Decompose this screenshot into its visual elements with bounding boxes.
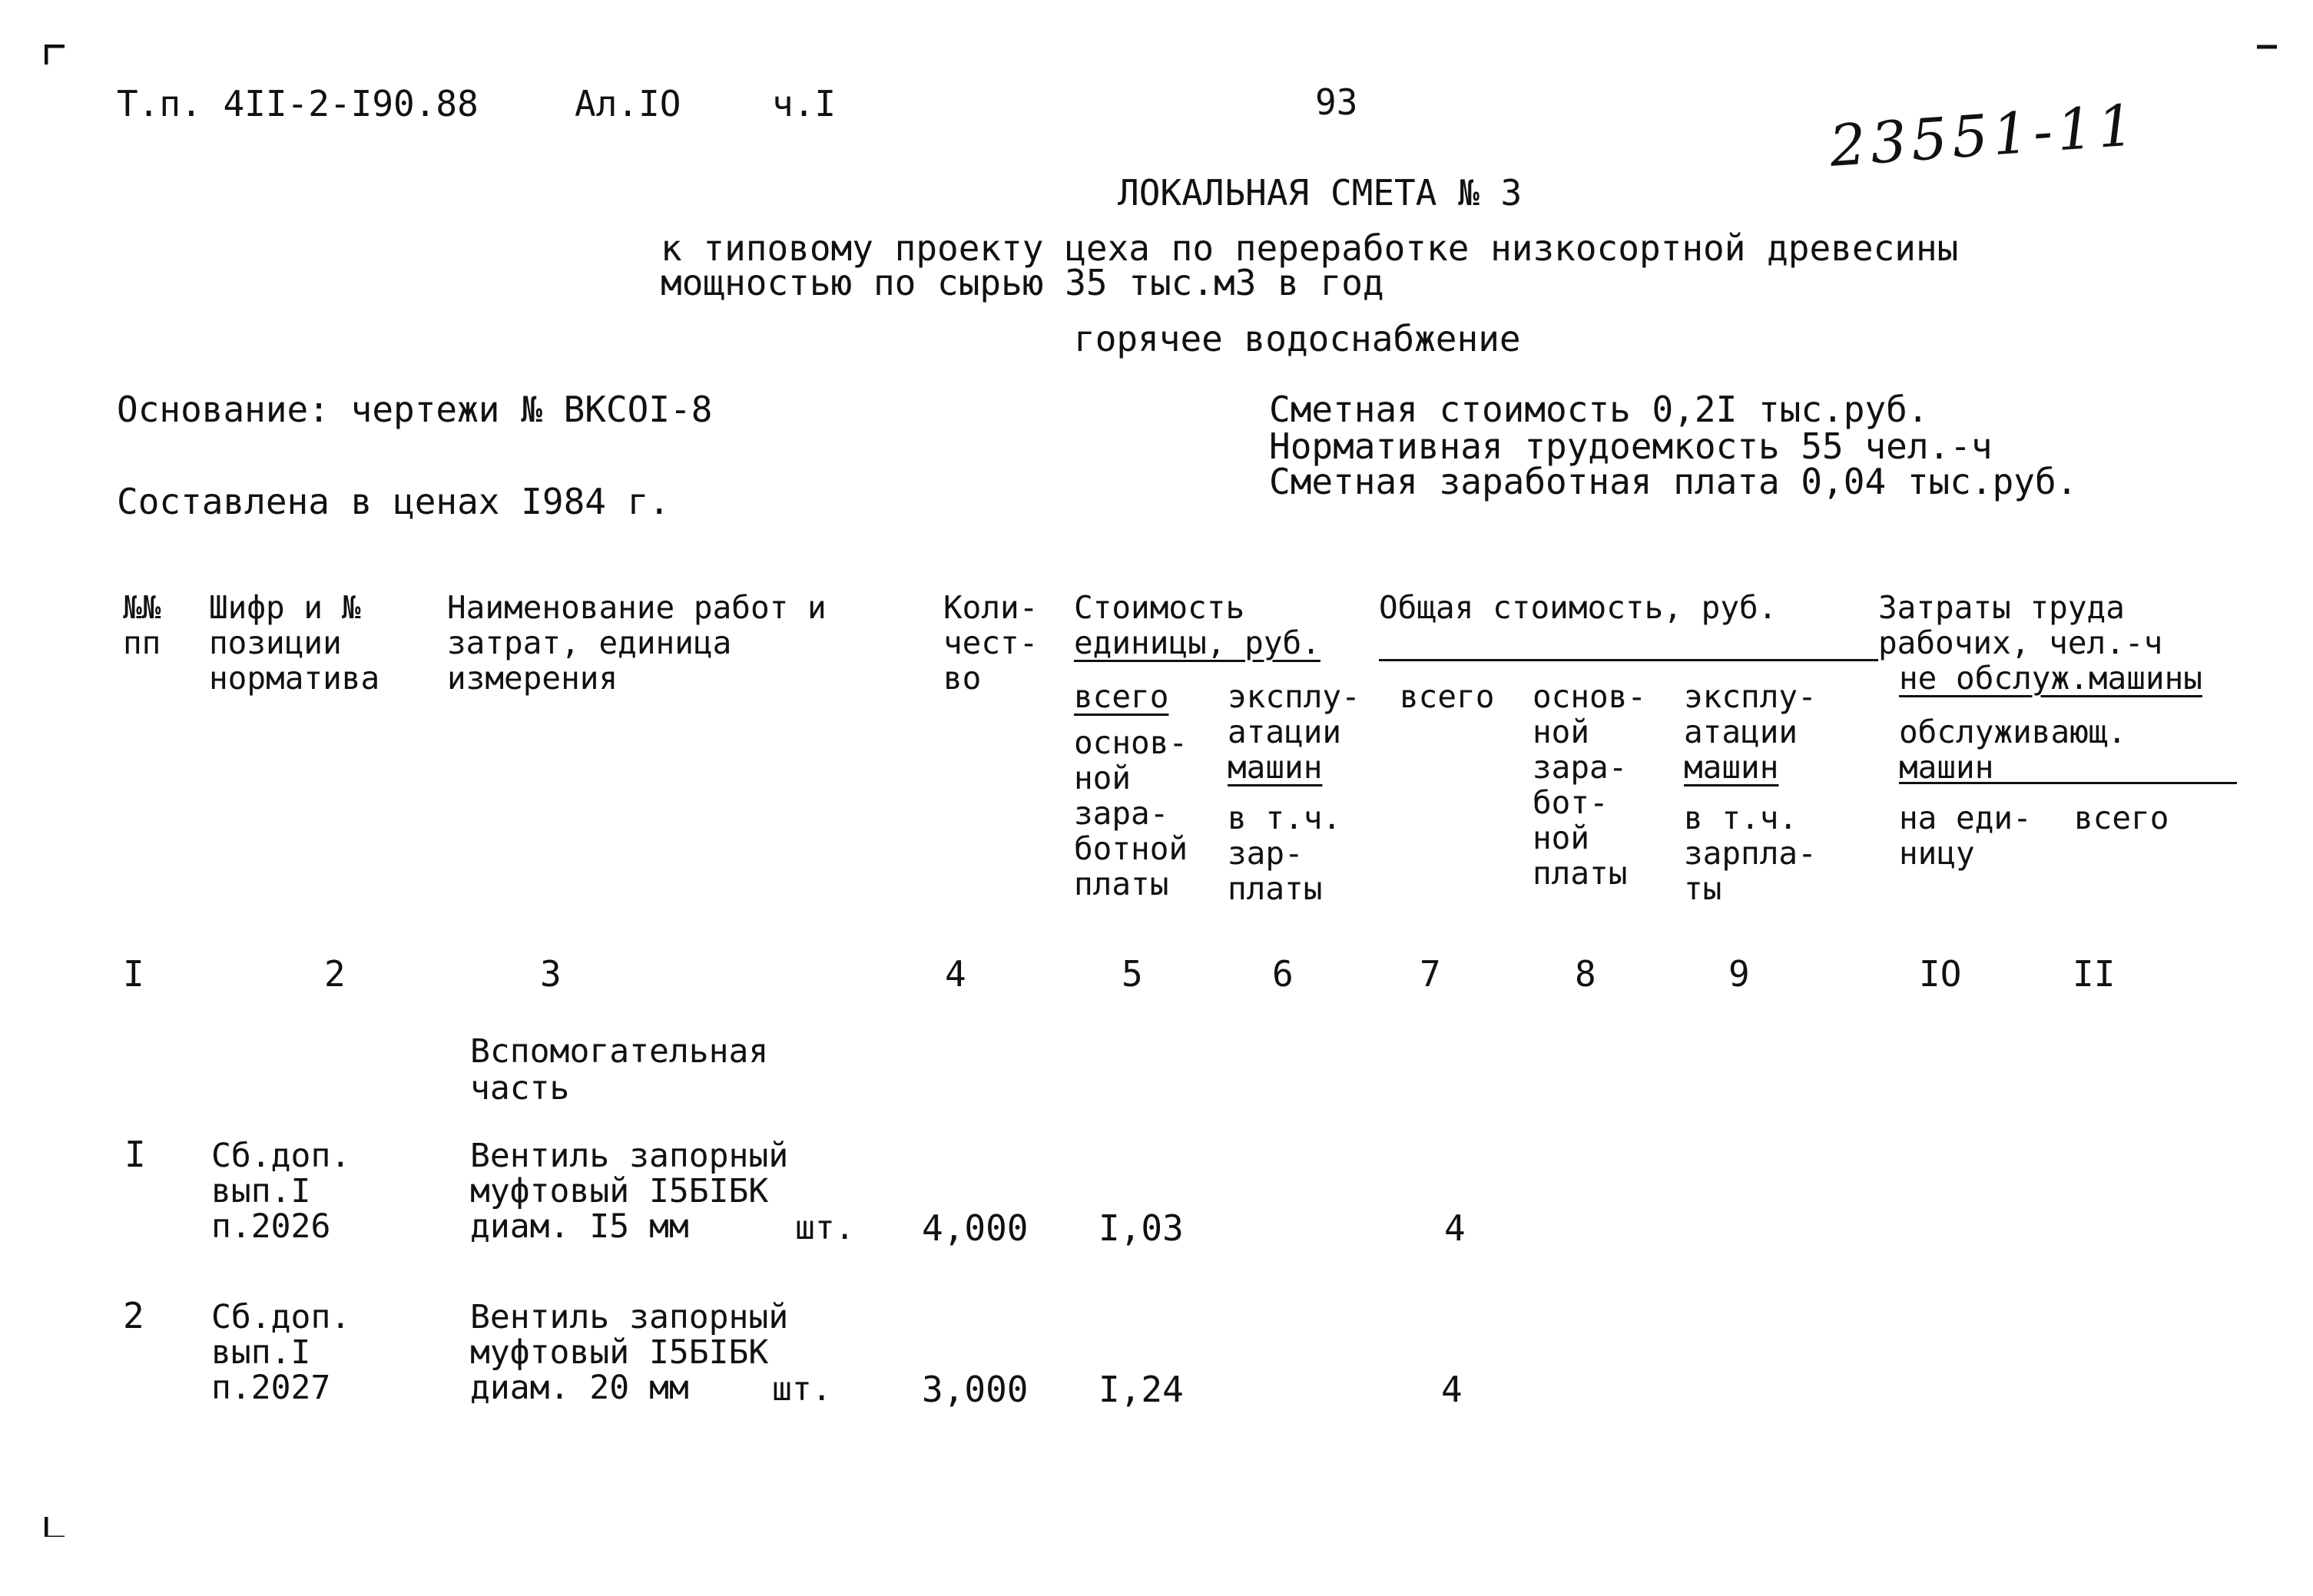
header-unit-total: всего	[1074, 678, 1169, 715]
header-labor-machine-2: машин	[1899, 749, 1994, 786]
total-cost-underline	[1379, 659, 1878, 661]
row-2-unit: шт.	[772, 1370, 832, 1409]
estimated-wage: Сметная заработная плата 0,04 тыс.руб.	[1269, 461, 2078, 502]
document-title: ЛОКАЛЬНАЯ СМЕТА № 3	[1118, 172, 1523, 214]
labor-intensity: Нормативная трудоемкость 55 чел.-ч	[1269, 425, 1993, 467]
column-number-8: 8	[1575, 953, 1596, 995]
row-2-quantity: 3,000	[922, 1369, 1029, 1410]
header-total-cost: Общая стоимость, руб.	[1379, 589, 1778, 626]
column-number-5: 5	[1122, 953, 1143, 995]
header-labor-per-unit: на еди- ницу	[1899, 800, 2032, 872]
row-1-quantity: 4,000	[922, 1207, 1029, 1249]
estimated-cost: Сметная стоимость 0,2I тыс.руб.	[1269, 389, 1929, 430]
header-unit-machine-u: машин	[1228, 749, 1323, 786]
column-number-11: II	[2073, 953, 2116, 995]
column-number-10: IO	[1919, 953, 1962, 995]
labor-underline	[1899, 782, 2237, 784]
header-unit-machine: эксплу- атации	[1228, 678, 1360, 750]
header-row-number: №№ пп	[123, 589, 161, 661]
handwritten-number: 23551-11	[1828, 92, 2141, 180]
row-2-name: Вентиль запорный муфтовый I5БIБК диам. 20 мм	[470, 1298, 789, 1407]
header-total-machine-wage: в т.ч. зарпла- ты	[1684, 800, 1817, 907]
section-label: Вспомогательная часть	[470, 1032, 769, 1108]
row-1-name: Вентиль запорный муфтовый I5БIБК диам. I5 мм	[470, 1137, 789, 1246]
header-unit-machine-wage: в т.ч. зар- платы	[1228, 800, 1342, 907]
header-labor: Затраты труда рабочих, чел.-ч	[1878, 589, 2163, 661]
header-unit-cost: Стоимость	[1074, 589, 1245, 626]
column-number-7: 7	[1420, 953, 1441, 995]
basis-text: Основание: чертежи № ВКСОI-8	[117, 389, 713, 430]
document-reference: Т.п. 4II-2-I90.88	[117, 83, 479, 124]
part-number: ч.I	[772, 83, 837, 124]
row-1-unit: шт.	[795, 1209, 855, 1247]
corner-mark-top-right	[2257, 45, 2277, 65]
row-2-unit-price: I,24	[1099, 1369, 1184, 1410]
row-2-code: Сб.доп. вып.I п.2027	[211, 1298, 351, 1407]
subtitle-line-1: к типовому проекту цеха по переработке низкосортной древесины	[661, 227, 1959, 269]
row-2-number: 2	[123, 1295, 144, 1336]
header-unit-cost-sub: единицы, руб.	[1074, 624, 1321, 661]
column-number-9: 9	[1728, 953, 1750, 995]
column-number-4: 4	[945, 953, 966, 995]
header-labor-machine: обслуживающ.	[1899, 714, 2127, 750]
album-number: Ал.IO	[575, 83, 681, 124]
row-1-unit-price: I,03	[1099, 1207, 1184, 1249]
row-2-total: 4	[1441, 1369, 1463, 1410]
column-number-1: I	[123, 953, 144, 995]
header-code: Шифр и № позиции норматива	[209, 589, 380, 697]
corner-mark-top-left	[45, 45, 65, 65]
column-number-6: 6	[1272, 953, 1294, 995]
row-1-code: Сб.доп. вып.I п.2026	[211, 1137, 351, 1246]
column-number-3: 3	[540, 953, 562, 995]
column-number-2: 2	[324, 953, 346, 995]
header-work-name: Наименование работ и затрат, единица измерения	[447, 589, 827, 697]
header-total-base-wage: основ- ной зара- бот- ной платы	[1533, 678, 1647, 892]
header-total-machine: эксплу- атации	[1684, 678, 1817, 750]
row-1-total: 4	[1444, 1207, 1466, 1249]
corner-mark-bottom-left	[45, 1517, 65, 1537]
corner-mark-bottom-right	[2249, 1513, 2269, 1533]
header-quantity: Коли- чест- во	[943, 589, 1039, 697]
page-number: 93	[1315, 81, 1358, 123]
row-1-number: I	[124, 1134, 146, 1175]
subtitle-line-2: мощностью по сырью 35 тыс.м3 в год	[661, 262, 1384, 303]
prices-text: Составлена в ценах I984 г.	[117, 481, 671, 522]
header-unit-base-wage: основ- ной зара- ботной платы	[1074, 724, 1188, 902]
section-title: горячее водоснабжение	[1074, 318, 1521, 359]
header-labor-total: всего	[2074, 800, 2169, 836]
header-labor-non-machine: не обслуж.машины	[1899, 660, 2202, 697]
header-total-all: всего	[1400, 678, 1495, 715]
header-total-machine-u: машин	[1684, 749, 1779, 786]
